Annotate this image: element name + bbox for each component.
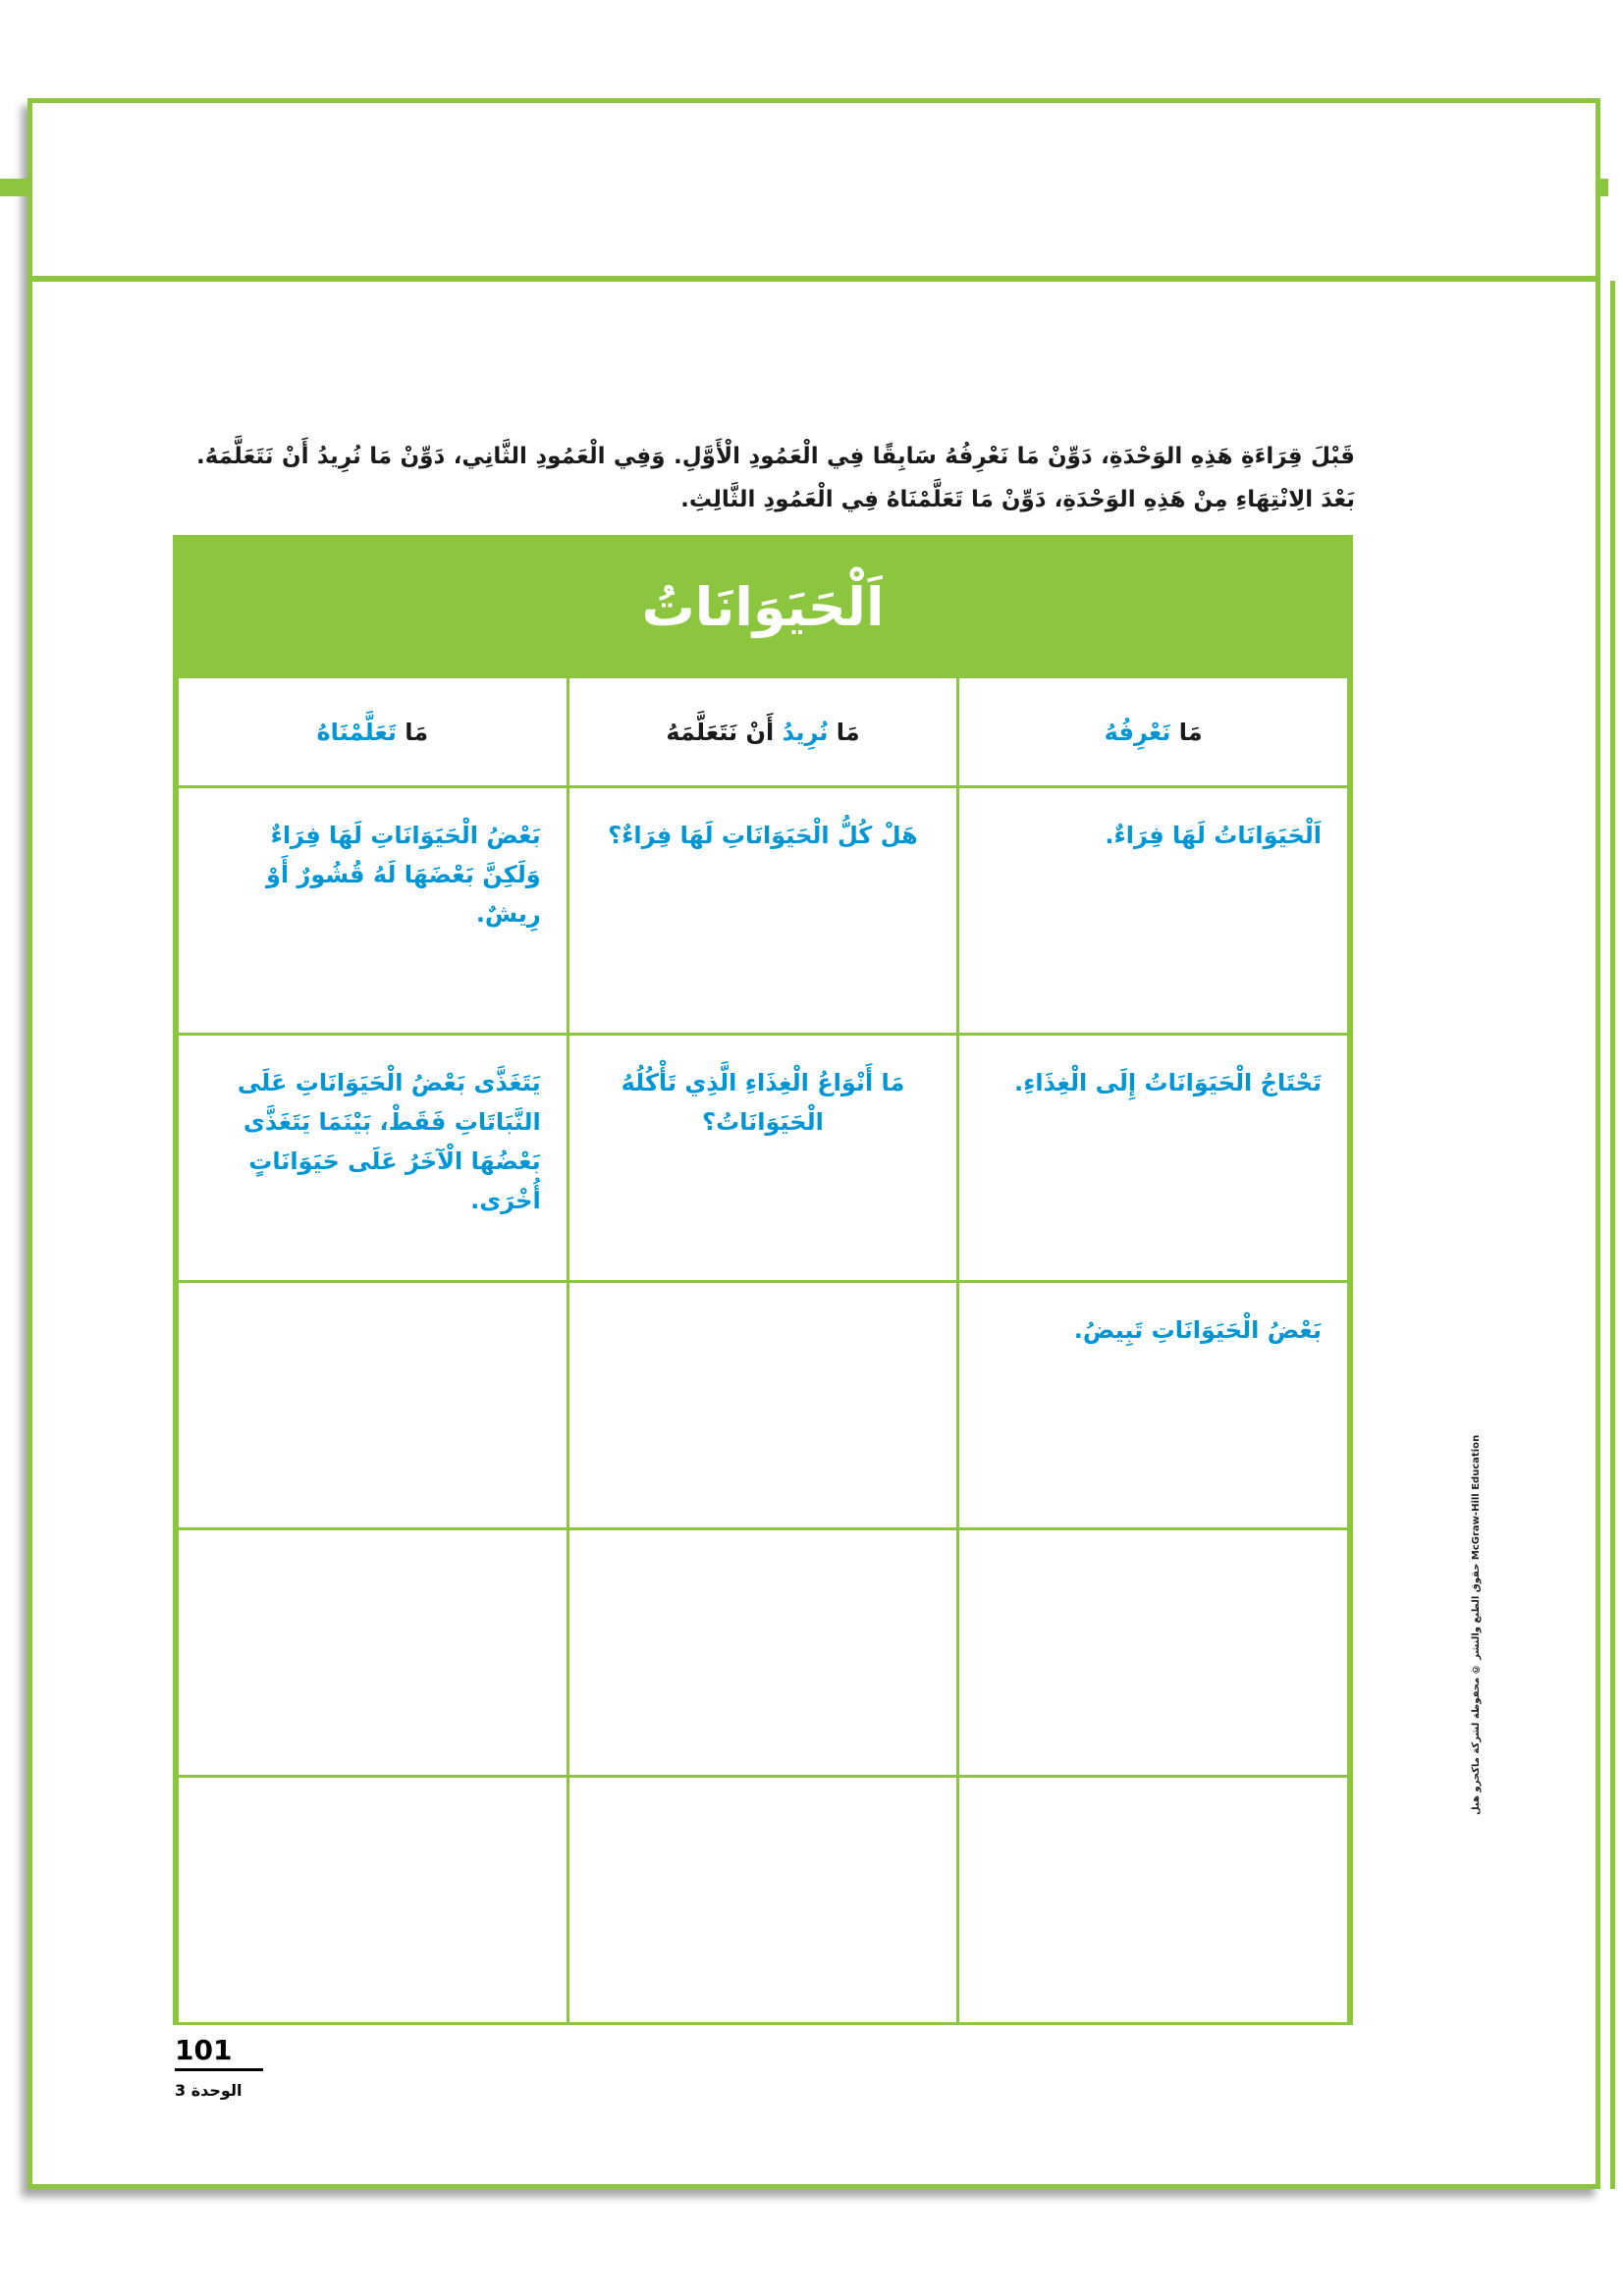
kwl-chart (173, 535, 1353, 2025)
table-cell[interactable] (958, 1035, 1349, 1282)
header-learned-highlight: تَعَلَّمْنَاهُ (316, 718, 397, 746)
header-learned (178, 677, 568, 787)
header-band (32, 103, 1596, 282)
kwl-table (176, 675, 1350, 2025)
header-know-highlight: نَعْرِفُهُ (1104, 718, 1171, 746)
table-cell[interactable] (178, 1282, 568, 1529)
header-row (178, 677, 1349, 787)
cell-text: بَعْضُ الْحَيَوَانَاتِ تَبِيضُ. (1073, 1316, 1322, 1344)
header-know-prefix: مَا (1178, 718, 1203, 746)
table-row (178, 1035, 1349, 1282)
cell-text: تَحْتَاجُ الْحَيَوَانَاتُ إِلَى الْغِذَاءِ. (1013, 1069, 1322, 1096)
table-cell[interactable] (958, 1777, 1349, 2024)
chart-title: اَلْحَيَوَانَاتُ (176, 538, 1350, 675)
edge-tab-left (0, 179, 27, 196)
header-learned-prefix: مَا (405, 718, 429, 746)
copyright-note: حقوق الطبع والنشر © محفوظة لشركة ماكجرو هيل McGraw-Hill Education (1471, 1434, 1482, 1815)
table-cell[interactable] (178, 787, 568, 1035)
header-want-suffix: أَنْ نَتَعَلَّمَهُ (666, 718, 775, 746)
table-cell[interactable] (568, 1035, 958, 1282)
table-cell[interactable] (958, 1529, 1349, 1777)
cell-text: مَا أَنْوَاعُ الْغِذَاءِ الَّذِي تَأْكُلُهُ الْحَيَوَانَاتُ؟ (621, 1069, 905, 1136)
table-cell[interactable] (958, 1282, 1349, 1529)
table-row (178, 787, 1349, 1035)
table-cell[interactable] (178, 1777, 568, 2024)
cell-text: يَتَغَذَّى بَعْضُ الْحَيَوَانَاتِ عَلَى النَّبَاتَاتِ فَقَطْ، بَيْنَمَا يَتَغَذَّى بَعْضُهَا الْآخَرُ عَلَى حَيَوَانَاتٍ أُخْرَى. (237, 1069, 541, 1214)
table-cell[interactable] (568, 787, 958, 1035)
cell-text: اَلْحَيَوَانَاتُ لَهَا فِرَاءٌ. (1105, 822, 1322, 849)
table-cell[interactable] (958, 787, 1349, 1035)
right-outer-line (1610, 281, 1615, 2189)
table-row (178, 1777, 1349, 2024)
cell-text: بَعْضُ الْحَيَوَانَاتِ لَهَا فِرَاءٌ وَلَكِنَّ بَعْضَهَا لَهُ قُشُورٌ أَوْ رِيشٌ. (266, 822, 541, 928)
header-know (958, 677, 1349, 787)
table-cell[interactable] (568, 1282, 958, 1529)
table-cell[interactable] (568, 1529, 958, 1777)
header-want (568, 677, 958, 787)
page-number: 101 (175, 2034, 263, 2071)
table-cell[interactable] (178, 1529, 568, 1777)
header-want-highlight: نُرِيدُ (782, 718, 829, 746)
header-want-prefix: مَا (836, 718, 860, 746)
unit-label: الوحدة 3 (175, 2081, 243, 2100)
table-row (178, 1282, 1349, 1529)
cell-text: هَلْ كُلُّ الْحَيَوَانَاتِ لَهَا فِرَاءٌ؟ (608, 822, 918, 849)
edge-tab-right (1596, 179, 1608, 196)
intro-instructions: قَبْلَ قِرَاءَةِ هَذِهِ الوَحْدَةِ، دَوِّنْ مَا نَعْرِفُهُ سَابِقًا فِي الْعَمُودِ الْأَوَّلِ. وَفِي الْعَمُودِ الثَّانِي، دَوِّنْ مَا نُرِيدُ أَنْ نَتَعَلَّمَهُ. بَعْدَ الِانْتِهَاءِ مِنْ هَذِهِ الوَحْدَةِ، دَوِّنْ مَا تَعَلَّمْنَاهُ فِي الْعَمُودِ الثَّالِثِ. (196, 444, 1355, 512)
table-cell[interactable] (178, 1035, 568, 1282)
table-row (178, 1529, 1349, 1777)
table-cell[interactable] (568, 1777, 958, 2024)
